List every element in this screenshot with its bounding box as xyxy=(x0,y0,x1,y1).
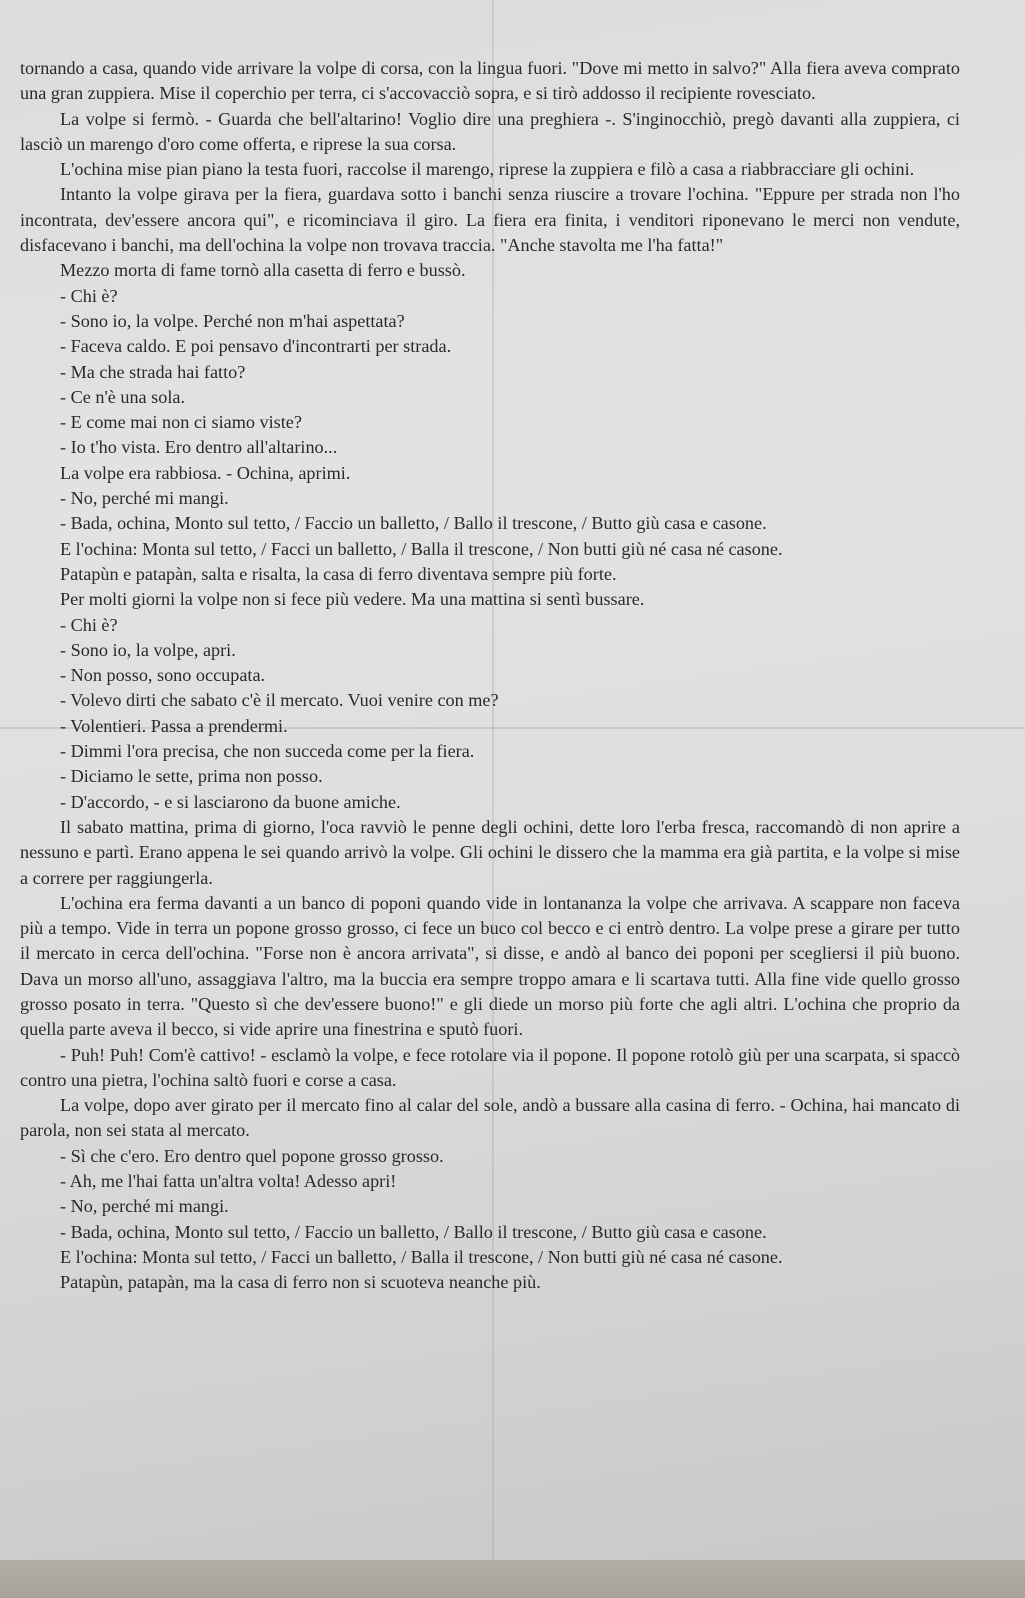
dialogue-line: - No, perché mi mangi. xyxy=(60,488,229,509)
dialogue-line: - Io t'ho vista. Ero dentro all'altarino... xyxy=(60,437,338,458)
rhyme-line: - Bada, ochina, Monto sul tetto, / Faccio un balletto, / Ballo il trescone, / Butto giù casa e casone. xyxy=(60,1221,767,1242)
paragraph: Patapùn, patapàn, ma la casa di ferro non si scuoteva neanche più. xyxy=(60,1272,541,1293)
dialogue-line: - Diciamo le sette, prima non posso. xyxy=(60,766,323,787)
paragraph: tornando a casa, quando vide arrivare la volpe di corsa, con la lingua fuori. "Dove mi metto in salvo?" Alla fiera aveva comprato una gran zuppiera. Mise il coperchio per terra, ci s'accovacciò sopra, e si tirò addosso il recipiente rovesciato. xyxy=(20,58,960,104)
dialogue-line: - Faceva caldo. E poi pensavo d'incontrarti per strada. xyxy=(60,336,452,357)
dialogue-line: - Ma che strada hai fatto? xyxy=(60,361,246,382)
paragraph: La volpe era rabbiosa. - Ochina, aprimi. xyxy=(60,462,351,483)
paragraph: Per molti giorni la volpe non si fece più vedere. Ma una mattina si sentì bussare. xyxy=(60,589,645,610)
dialogue-line: - Non posso, sono occupata. xyxy=(60,665,266,686)
rhyme-line: E l'ochina: Monta sul tetto, / Facci un balletto, / Balla il trescone, / Non butti giù né casa né casone. xyxy=(60,538,783,559)
dialogue-line: - Chi è? xyxy=(60,614,118,635)
dialogue-line: - E come mai non ci siamo viste? xyxy=(60,412,302,433)
paragraph: L'ochina era ferma davanti a un banco di poponi quando vide in lontananza la volpe che arrivava. A scappare non faceva più a tempo. Vide in terra un popone grosso grosso, ci fece un buco col becco e ci entrò dentro. La volpe prese a girare per tutto il mercato in cerca dell'ochina. "Forse non è ancora arrivata", si disse, e andò al banco dei poponi per scegliersi il più buono. Dava un morso all'uno, assaggiava l'altro, ma la buccia era sempre troppo amara e li scartava tutti. Alla fine vide quello grosso grosso posato in terra. "Questo sì che dev'essere buono!" e gli diede un morso più forte che agli altri. L'ochina che proprio da quella parte aveva il becco, si vide aprire una finestrina e sputò fuori. xyxy=(20,892,960,1040)
dialogue-line: - Dimmi l'ora precisa, che non succeda come per la fiera. xyxy=(60,741,475,762)
rhyme-line: E l'ochina: Monta sul tetto, / Facci un balletto, / Balla il trescone, / Non butti giù né casa né casone. xyxy=(60,1246,783,1267)
dialogue-line: - Sì che c'ero. Ero dentro quel popone grosso grosso. xyxy=(60,1145,444,1166)
story-text xyxy=(20,56,960,1296)
paragraph: L'ochina mise pian piano la testa fuori, raccolse il marengo, riprese la zuppiera e filò a casa a riabbracciare gli ochini. xyxy=(60,159,915,180)
dialogue-line: - D'accordo, - e si lasciarono da buone amiche. xyxy=(60,791,401,812)
floor-background xyxy=(0,1560,1025,1598)
paragraph: Mezzo morta di fame tornò alla casetta di ferro e bussò. xyxy=(60,260,466,281)
dialogue-line: - Ce n'è una sola. xyxy=(60,386,185,407)
paragraph: La volpe, dopo aver girato per il mercato fino al calar del sole, andò a bussare alla casina di ferro. - Ochina, hai mancato di parola, non sei stata al mercato. xyxy=(20,1095,960,1141)
rhyme-line: - Bada, ochina, Monto sul tetto, / Faccio un balletto, / Ballo il trescone, / Butto giù casa e casone. xyxy=(60,513,767,534)
dialogue-line: - Sono io, la volpe, apri. xyxy=(60,639,236,660)
dialogue-line: - Sono io, la volpe. Perché non m'hai aspettata? xyxy=(60,310,405,331)
dialogue-line: - Chi è? xyxy=(60,285,118,306)
paragraph: Il sabato mattina, prima di giorno, l'oca ravviò le penne degli ochini, dette loro l'erba fresca, raccomandò di non aprire a nessuno e partì. Erano appena le sei quando arrivò la volpe. Gli ochini le dissero che la mamma era già partita, e la volpe si mise a correre per raggiungerla. xyxy=(20,816,960,888)
dialogue-line: - Volentieri. Passa a prendermi. xyxy=(60,715,288,736)
dialogue-line: - Volevo dirti che sabato c'è il mercato. Vuoi venire con me? xyxy=(60,690,499,711)
dialogue-line: - Ah, me l'hai fatta un'altra volta! Adesso apri! xyxy=(60,1171,397,1192)
paragraph: La volpe si fermò. - Guarda che bell'altarino! Voglio dire una preghiera -. S'inginocchiò, pregò davanti alla zuppiera, ci lasciò un marengo d'oro come offerta, e riprese la sua corsa. xyxy=(20,108,960,154)
dialogue-line: - No, perché mi mangi. xyxy=(60,1196,229,1217)
paragraph: Patapùn e patapàn, salta e risalta, la casa di ferro diventava sempre più forte. xyxy=(60,563,617,584)
paragraph: Intanto la volpe girava per la fiera, guardava sotto i banchi senza riuscire a trovare l'ochina. "Eppure per strada non l'ho incontrata, dev'essere ancora qui", e ricominciava il giro. La fiera era finita, i venditori riponevano le merci non vendute, disfacevano i banchi, ma dell'ochina la volpe non trovava traccia. "Anche stavolta me l'ha fatta!" xyxy=(20,184,960,256)
paragraph: - Puh! Puh! Com'è cattivo! - esclamò la volpe, e fece rotolare via il popone. Il popone rotolò giù per una scarpata, si spaccò contro una pietra, l'ochina saltò fuori e corse a casa. xyxy=(20,1044,960,1090)
